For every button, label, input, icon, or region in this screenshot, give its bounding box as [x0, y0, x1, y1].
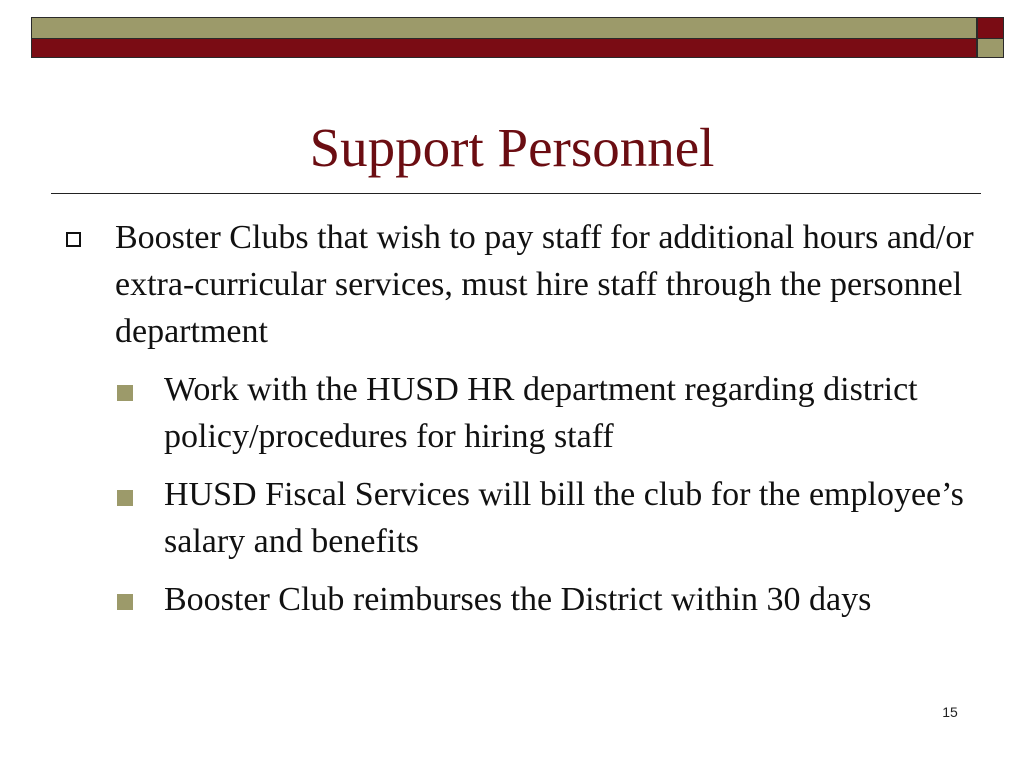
- slide-title: Support Personnel: [309, 117, 715, 178]
- page-number: 15: [942, 704, 958, 720]
- filled-square-bullet-icon: [117, 490, 133, 506]
- filled-square-bullet-icon: [117, 385, 133, 401]
- filled-square-bullet-icon: [117, 594, 133, 610]
- bullet-level1: Booster Clubs that wish to pay staff for additional hours and/or extra-curricular services, must hire staff through the personnel department: [115, 219, 974, 350]
- hollow-square-bullet-icon: [66, 232, 81, 247]
- sub-bullet-3: Booster Club reimburses the District within 30 days: [164, 581, 872, 618]
- sub-bullet-2: HUSD Fiscal Services will bill the club for the employee’s salary and benefits: [164, 476, 964, 560]
- sub-bullet-1: Work with the HUSD HR department regarding district policy/procedures for hiring staff: [164, 371, 918, 455]
